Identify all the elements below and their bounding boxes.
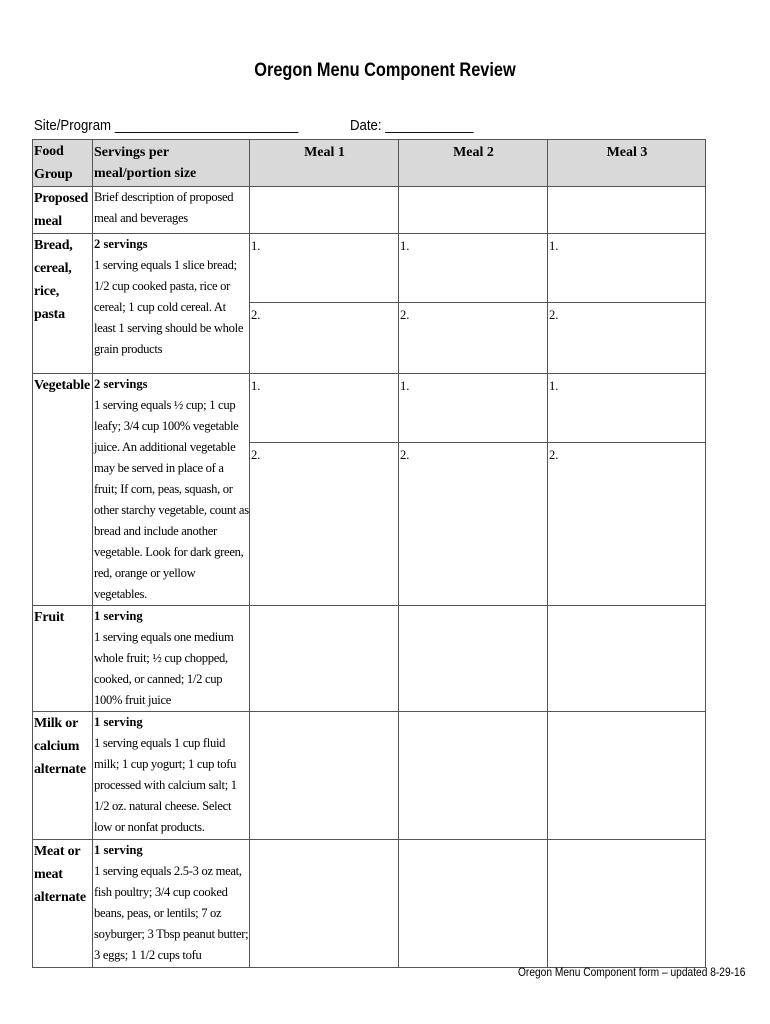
header-meal-1: Meal 1 [250,140,399,187]
header-meal-2: Meal 2 [399,140,548,187]
group-label: Fruit [34,610,65,625]
meal-2-cell[interactable] [399,187,548,234]
meal-2-slot-1[interactable]: 1. [399,374,547,443]
description-text: 1 serving equals 1 cup fluid milk; 1 cup yogurt; 1 cup tofu processed with calcium salt; 1 1/2 oz. natural cheese. Select low or nonfat products. [94,736,237,834]
table-row-meat [33,840,706,968]
meal-1-cell[interactable] [250,606,399,712]
meal-3-cell [548,374,706,606]
servings-count: 2 servings [94,237,148,251]
group-cell [33,606,93,712]
meal-1-slot-1[interactable]: 1. [250,234,398,303]
date-label: Date: [350,117,382,134]
menu-component-table [32,139,706,968]
group-cell [33,840,93,968]
group-label: Proposed meal [34,191,89,229]
header-food-group: Food Group [33,140,93,187]
meal-2-slot-2[interactable]: 2. [400,448,410,462]
page-title: Oregon Menu Component Review [254,60,516,81]
group-label: Bread, cereal, rice, pasta [34,238,73,322]
meal-3-slot-1[interactable]: 1. [548,374,705,443]
meal-2-cell[interactable] [399,840,548,968]
meal-2-cell[interactable] [399,606,548,712]
meal-1-cell [250,374,399,606]
table-row-proposed-meal [33,187,706,234]
meal-2-slot-1[interactable]: 1. [399,234,547,303]
group-label: Meat or meat alternate [34,844,86,905]
meal-3-cell[interactable] [548,606,706,712]
servings-cell [93,840,250,968]
meal-1-cell[interactable] [250,712,399,840]
group-cell [33,187,93,234]
meal-2-cell[interactable] [399,712,548,840]
description-text: 1 serving equals ½ cup; 1 cup leafy; 3/4 cup 100% vegetable juice. An additional vegetable may be served in place of a fruit; If corn, peas, squash, or other starchy vegetable, count as bread and include another vegetable. Look for dark green, red, orange or yellow vegetables. [94,398,249,601]
description-text: 1 serving equals 1 slice bread; 1/2 cup cooked pasta, rice or cereal; 1 cup cold cereal. At least 1 serving should be whole grain products [94,258,244,356]
description-text: 1 serving equals one medium whole fruit; ½ cup chopped, cooked, or canned; 1/2 cup 100% fruit juice [94,630,234,707]
meal-3-cell [548,234,706,374]
servings-cell [93,712,250,840]
table-row-vegetable [33,374,706,606]
servings-count: 2 servings [94,377,148,391]
table-row-milk [33,712,706,840]
meal-3-cell[interactable] [548,840,706,968]
meal-1-slot-2[interactable]: 2. [251,448,261,462]
site-program-label: Site/Program [34,117,112,134]
group-cell [33,374,93,606]
meal-3-cell[interactable] [548,187,706,234]
meal-1-slot-1[interactable]: 1. [250,374,398,443]
servings-cell [93,374,250,606]
meal-2-cell [399,374,548,606]
date-blank: ____________ [385,117,474,134]
group-label: Milk or calcium alternate [34,716,86,777]
servings-count: 1 serving [94,843,143,857]
servings-count: 1 serving [94,715,143,729]
description-text: 1 serving equals 2.5-3 oz meat, fish poultry; 3/4 cup cooked beans, peas, or lentils; 7 oz soyburger; 3 Tbsp peanut butter; 3 eggs; 1 1/2 cups tofu [94,864,249,962]
servings-cell [93,234,250,374]
meal-3-slot-1[interactable]: 1. [548,234,705,303]
meal-1-cell[interactable] [250,840,399,968]
meal-3-slot-2[interactable]: 2. [549,308,559,322]
date-field[interactable] [350,117,473,134]
meal-3-cell[interactable] [548,712,706,840]
servings-cell [93,187,250,234]
group-cell [33,234,93,374]
servings-count: 1 serving [94,609,143,623]
header-servings: Servings per meal/portion size [93,140,250,187]
group-label: Vegetable [34,378,91,393]
meal-3-slot-2[interactable]: 2. [549,448,559,462]
group-cell [33,712,93,840]
servings-cell [93,606,250,712]
table-row-bread [33,234,706,374]
table-row-fruit [33,606,706,712]
description-text: Brief description of proposed meal and beverages [94,190,234,225]
header-meal-3: Meal 3 [548,140,706,187]
meal-1-slot-2[interactable]: 2. [251,308,261,322]
meal-2-cell [399,234,548,374]
meal-1-cell [250,234,399,374]
site-program-field[interactable] [34,117,298,134]
header-row [33,140,706,187]
site-program-blank: _________________________ [114,117,299,134]
meal-1-cell[interactable] [250,187,399,234]
meal-2-slot-2[interactable]: 2. [400,308,410,322]
footer-note: Oregon Menu Component form – updated 8-29-16 [518,965,746,979]
